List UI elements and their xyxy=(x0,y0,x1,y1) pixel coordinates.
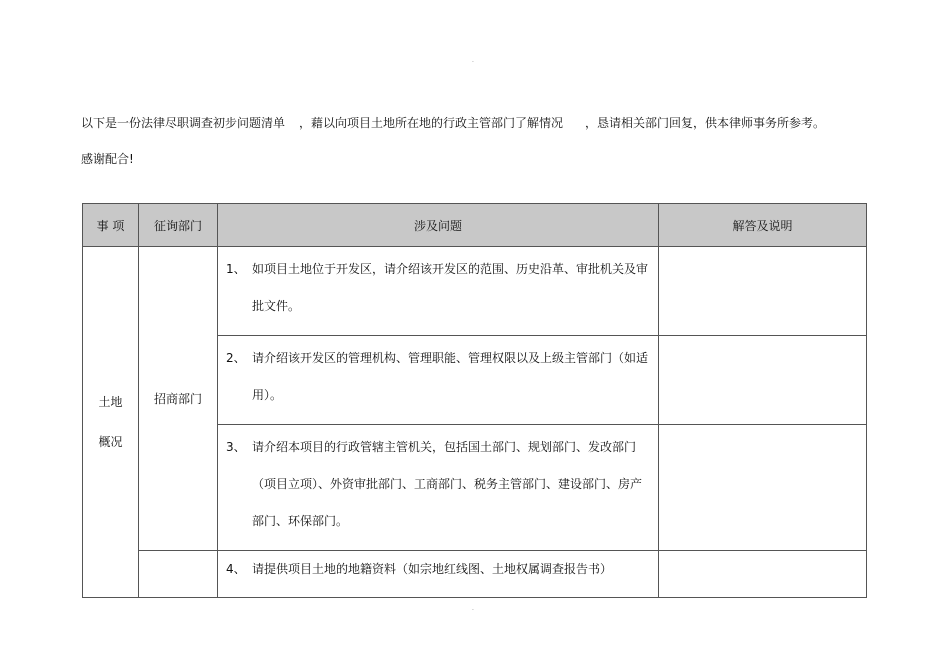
answer-cell[interactable] xyxy=(659,425,867,551)
header-department: 征询部门 xyxy=(139,204,218,247)
department-cell-empty xyxy=(139,551,218,598)
table-header-row xyxy=(83,204,867,247)
intro-part-1: 以下是一份法律尽职调查初步问题清单 xyxy=(81,116,286,130)
header-item: 事 项 xyxy=(83,204,139,247)
question-text: 如项目土地位于开发区，请介绍该开发区的范围、历史沿革、审批机关及审批文件。 xyxy=(252,262,649,313)
header-questions: 涉及问题 xyxy=(218,204,659,247)
question-text: 请提供项目土地的地籍资料（如宗地红线图、土地权属调查报告书） xyxy=(252,562,613,576)
intro-paragraph xyxy=(81,113,881,133)
department-cell: 招商部门 xyxy=(139,247,218,551)
answer-cell[interactable] xyxy=(659,247,867,336)
intro-part-3: ，恳请相关部门回复，供本律师事务所参考。 xyxy=(585,116,826,130)
question-number: 3、 xyxy=(226,440,246,454)
question-text: 请介绍该开发区的管理机构、管理职能、管理权限以及上级主管部门（如适用）。 xyxy=(252,351,649,402)
table-row xyxy=(83,247,867,336)
page-mark-bottom: . xyxy=(472,605,474,612)
question-cell xyxy=(218,336,659,425)
category-line-1: 土地 xyxy=(98,395,123,409)
category-cell xyxy=(83,247,139,598)
question-table xyxy=(82,203,867,598)
question-number: 4、 xyxy=(226,562,246,576)
table-row xyxy=(83,551,867,598)
question-number: 1、 xyxy=(226,262,246,276)
intro-part-2: ，藉以向项目土地所在地的行政主管部门了解情况 xyxy=(299,116,564,130)
question-cell xyxy=(218,425,659,551)
header-answers: 解答及说明 xyxy=(659,204,867,247)
answer-cell[interactable] xyxy=(659,336,867,425)
answer-cell[interactable] xyxy=(659,551,867,598)
question-cell xyxy=(218,551,659,598)
question-cell xyxy=(218,247,659,336)
category-line-2: 概况 xyxy=(98,435,123,449)
page-mark-top: . xyxy=(472,57,474,64)
question-text: 请介绍本项目的行政管辖主管机关，包括国土部门、规划部门、发改部门（项目立项）、外资审批部门、工商部门、税务主管部门、建设部门、房产部门、环保部门。 xyxy=(252,440,643,528)
thanks-line: 感谢配合! xyxy=(81,152,134,166)
question-number: 2、 xyxy=(226,351,246,365)
